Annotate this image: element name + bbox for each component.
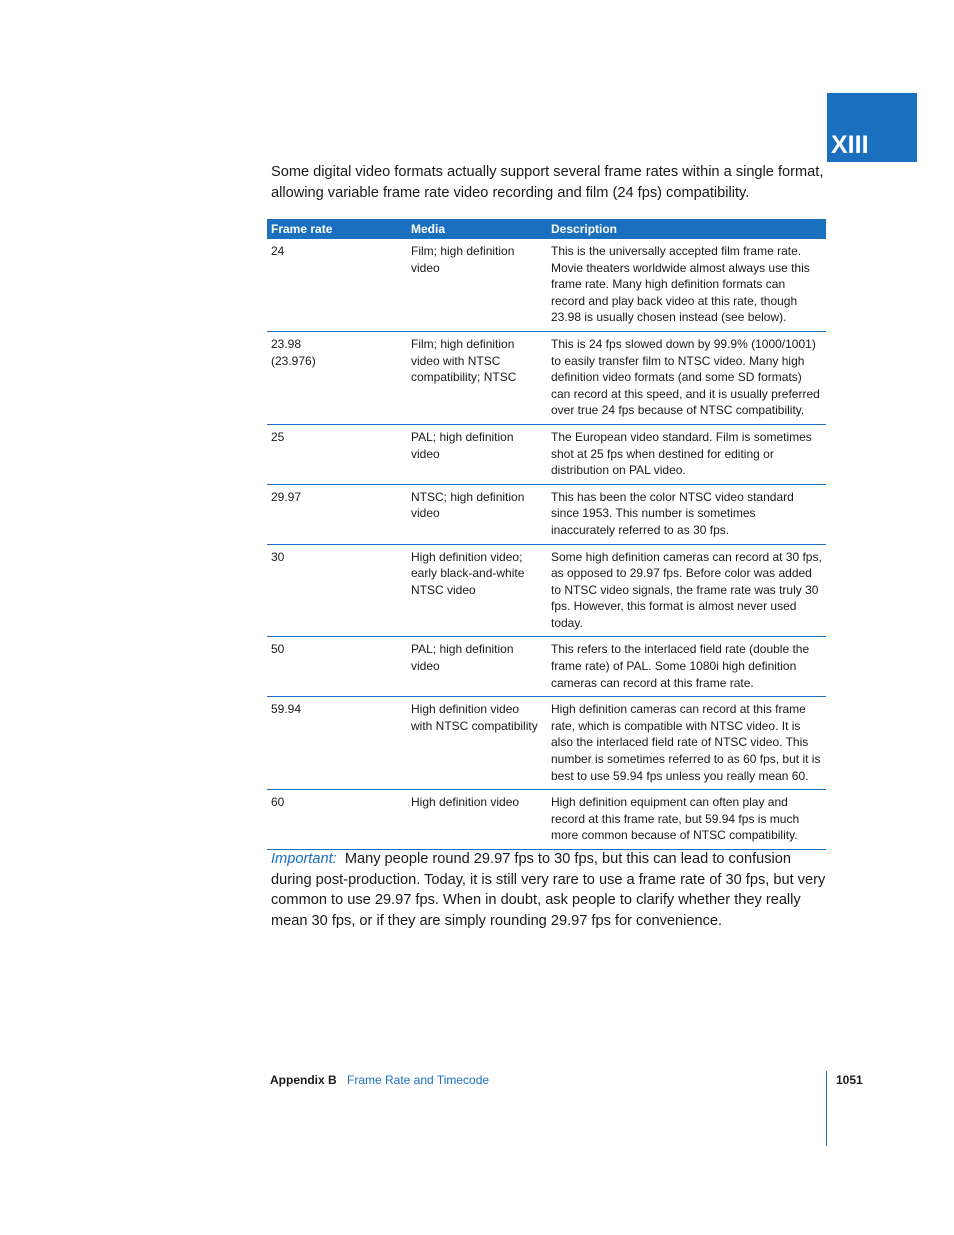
table-row	[267, 424, 826, 484]
media-cell: High definition video; early black-and-white NTSC video	[407, 544, 547, 637]
footer-divider	[826, 1071, 827, 1146]
frame-rate-cell	[267, 331, 407, 424]
chapter-number: XIII	[831, 131, 869, 159]
table-row	[267, 239, 826, 331]
description-cell: Some high definition cameras can record at 30 fps, as opposed to 29.97 fps. Before color was added to NTSC video signals, the frame rate was truly 30 fps. However, this format is almost never used today.	[547, 544, 826, 637]
description-cell: This has been the color NTSC video standard since 1953. This number is sometimes inaccurately referred to as 30 fps.	[547, 484, 826, 544]
table-row	[267, 637, 826, 697]
media-cell: PAL; high definition video	[407, 637, 547, 697]
header-media: Media	[407, 219, 547, 239]
header-frame-rate: Frame rate	[267, 219, 407, 239]
description-cell: This is the universally accepted film frame rate. Movie theaters worldwide almost always use this frame rate. Many high definition formats can record and play back video at this rate, though 23.98 is usually chosen instead (see below).	[547, 239, 826, 331]
chapter-tab	[827, 93, 917, 162]
frame-rate-cell: 50	[267, 637, 407, 697]
media-cell: High definition video	[407, 790, 547, 850]
table-row	[267, 331, 826, 424]
table-row	[267, 544, 826, 637]
media-cell: NTSC; high definition video	[407, 484, 547, 544]
frame-rate-cell: 30	[267, 544, 407, 637]
footer-appendix-label: Appendix B	[270, 1073, 337, 1087]
table-row	[267, 484, 826, 544]
frame-rate-cell: 29.97	[267, 484, 407, 544]
frame-rate-cell: 60	[267, 790, 407, 850]
important-note	[271, 849, 831, 931]
media-cell: Film; high definition video with NTSC compatibility; NTSC	[407, 331, 547, 424]
description-cell: This refers to the interlaced field rate (double the frame rate) of PAL. Some 1080i high definition cameras can record at this frame rate.	[547, 637, 826, 697]
description-cell: High definition cameras can record at this frame rate, which is compatible with NTSC video. It is also the interlaced field rate of NTSC video. This number is sometimes referred to as 60 fps, but it is best to use 59.94 fps unless you really mean 60.	[547, 697, 826, 790]
frame-rate-cell: 59.94	[267, 697, 407, 790]
footer-section-title: Frame Rate and Timecode	[347, 1073, 490, 1087]
media-cell: High definition video with NTSC compatibility	[407, 697, 547, 790]
description-cell: This is 24 fps slowed down by 99.9% (1000/1001) to easily transfer film to NTSC video. Many high definition video formats (and some SD formats) can record at this speed, and it is usually preferred over true 24 fps because of NTSC compatibility.	[547, 331, 826, 424]
table-row	[267, 697, 826, 790]
frame-rate-cell: 24	[267, 239, 407, 331]
frame-rate-value: 23.98 (23.976)	[271, 336, 316, 368]
description-cell: The European video standard. Film is sometimes shot at 25 fps when destined for editing or distribution on PAL video.	[547, 424, 826, 484]
important-label: Important:	[271, 851, 337, 867]
header-description: Description	[547, 219, 826, 239]
table-row	[267, 790, 826, 850]
intro-paragraph: Some digital video formats actually support several frame rates within a single format, allowing variable frame rate video recording and film (24 fps) compatibility.	[271, 164, 824, 201]
media-cell: Film; high definition video	[407, 239, 547, 331]
description-cell: High definition equipment can often play and record at this frame rate, but 59.94 fps is much more common because of NTSC compatibility.	[547, 790, 826, 850]
frame-rate-table	[267, 219, 826, 850]
page-number: 1051	[836, 1073, 863, 1087]
important-text: Many people round 29.97 fps to 30 fps, but this can lead to confusion during post-production. Today, it is still very rare to use a frame rate of 30 fps, but very common to use 29.97 fps. When in doubt, ask people to clarify whether they really mean 30 fps, or if they are simply rounding 29.97 fps for convenience.	[271, 851, 826, 929]
frame-rate-cell: 25	[267, 424, 407, 484]
media-cell: PAL; high definition video	[407, 424, 547, 484]
table-header-row	[267, 219, 826, 239]
